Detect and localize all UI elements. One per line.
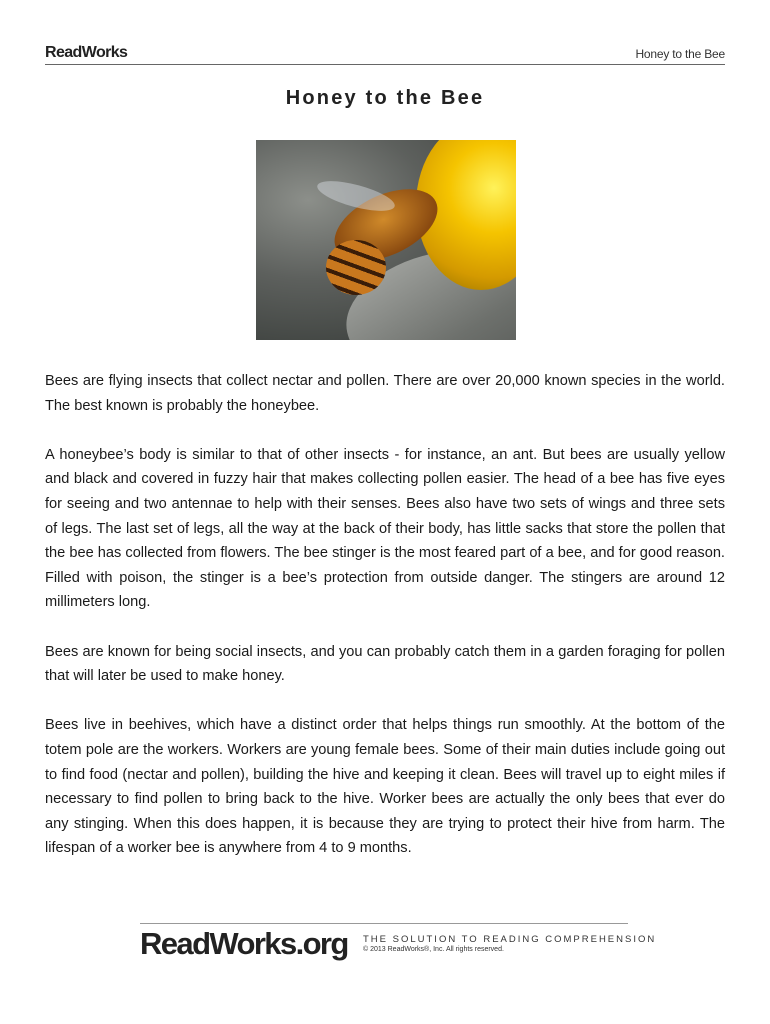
header-logo: ReadWorks [45, 44, 128, 61]
footer-divider [140, 923, 628, 924]
paragraph: Bees are flying insects that collect nectar and pollen. There are over 20,000 known species in the world. The best known is probably the honeybee. [45, 373, 725, 414]
paragraph: Bees are known for being social insects, and you can probably catch them in a garden foraging for pollen that will later be used to make honey. [45, 643, 725, 685]
footer-copyright: © 2013 ReadWorks®, Inc. All rights reserved. [363, 946, 504, 953]
paragraph: Bees live in beehives, which have a distinct order that helps things run smoothly. At the bottom of the totem pole are the workers. Workers are young female bees. Some of their main duties include going out to find food (nectar and pollen), building the hive and keeping it clean. Bees will travel up to eight miles if necessary to find pollen to bring back to the hive. Worker bees are actually the only bees that ever do any stinging. When this does happen, it is because they are trying to protect their hive from harm. The lifespan of a worker bee is anywhere from 4 to 9 months. [45, 717, 725, 857]
paragraph: A honeybee’s body is similar to that of other insects - for instance, an ant. But bees are usually yellow and black and covered in fuzzy hair that makes collecting pollen easier. The head of a bee has five eyes for seeing and two antennae to help with their senses. Bees also have two sets of wings and three sets of legs. The last set of legs, all the way at the back of their body, has little sacks that store the pollen that the bee has collected from flowers. The bee stinger is the most feared part of a bee, and for good reason. Filled with poison, the stinger is a bee’s protection from outside danger. The stingers are around 12 millimeters long. [45, 446, 725, 611]
footer-tagline: THE SOLUTION TO READING COMPREHENSION [363, 934, 657, 945]
bee-photo [256, 140, 516, 340]
page-title: Honey to the Bee [285, 87, 485, 109]
header-divider [45, 64, 725, 65]
article-body [45, 369, 725, 885]
header-title: Honey to the Bee [635, 47, 725, 61]
bee-abdomen-shape [326, 240, 386, 295]
footer-logo: ReadWorks.org [140, 926, 348, 961]
